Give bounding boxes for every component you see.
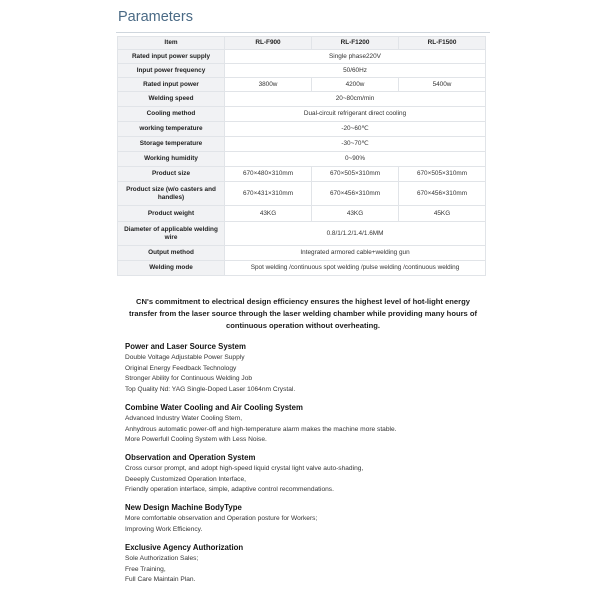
header-rl-f1200: RL-F1200	[312, 37, 399, 50]
row-label: Welding mode	[118, 261, 225, 276]
row-value: 20~80cm/min	[225, 92, 486, 107]
row-value: Spot welding /continuous spot welding /pulse welding /continuous welding	[225, 261, 486, 276]
table-row	[118, 64, 486, 78]
feature-line: Improving Work Efficiency.	[125, 525, 203, 533]
table-row	[118, 137, 486, 152]
row-value: 50/60Hz	[225, 64, 486, 78]
table-row	[118, 167, 486, 182]
row-label: Rated input power	[118, 78, 225, 92]
table-row	[118, 107, 486, 122]
table-row	[118, 261, 486, 276]
table-row	[118, 122, 486, 137]
row-label: Cooling method	[118, 107, 225, 122]
intro-paragraph: CN's commitment to electrical design efficiency ensures the highest level of hot-light energy transfer from the laser source through the laser welding chamber while providing many hours of continuous operation without overheating.	[128, 297, 478, 330]
row-value: 670×505×310mm	[399, 167, 486, 182]
feature-observation-operation	[125, 452, 485, 496]
row-value: 5400w	[399, 78, 486, 92]
title-divider	[116, 32, 490, 33]
header-rl-f1500: RL-F1500	[399, 37, 486, 50]
table-row	[118, 206, 486, 222]
row-value: 43KG	[225, 206, 312, 222]
row-value: 670×505×310mm	[312, 167, 399, 182]
feature-title: New Design Machine BodyType	[125, 503, 242, 512]
feature-machine-body	[125, 502, 485, 535]
row-label: Rated input power supply	[118, 50, 225, 64]
table-row	[118, 222, 486, 246]
row-value: Single phase220V	[225, 50, 486, 64]
feature-line: Original Energy Feedback Technology	[125, 364, 237, 372]
feature-cooling-system	[125, 402, 485, 446]
table-row	[118, 182, 486, 206]
row-value: 670×456×310mm	[312, 182, 399, 206]
row-label: Product size (w/o casters and handles)	[118, 182, 225, 206]
row-value: 0.8/1/1.2/1.4/1.6MM	[225, 222, 486, 246]
row-value: 670×456×310mm	[399, 182, 486, 206]
row-value: 3800w	[225, 78, 312, 92]
feature-agency-authorization	[125, 542, 485, 586]
table-row	[118, 50, 486, 64]
row-label: working temperature	[118, 122, 225, 137]
row-label: Product weight	[118, 206, 225, 222]
feature-line: Friendly operation interface, simple, adaptive control recommendations.	[125, 486, 334, 493]
feature-line: Stronger Ability for Continuous Welding Job	[125, 375, 253, 382]
table-row	[118, 92, 486, 107]
row-value: Integrated armored cable+welding gun	[225, 246, 486, 261]
table-row	[118, 78, 486, 92]
row-label: Diameter of applicable welding wire	[118, 222, 225, 246]
feature-line: Cross cursor prompt, and adopt high-speed liquid crystal light valve auto-shading,	[125, 465, 364, 472]
row-value: -30~70℃	[225, 137, 486, 152]
row-value: 43KG	[312, 206, 399, 222]
row-value: 670×480×310mm	[225, 167, 312, 182]
table-header-row	[118, 37, 486, 50]
header-rl-f900: RL-F900	[225, 37, 312, 50]
row-value: 45KG	[399, 206, 486, 222]
row-value: 670×431×310mm	[225, 182, 312, 206]
feature-line: More Powerfull Cooling System with Less Noise.	[125, 436, 267, 443]
row-label: Working humidity	[118, 152, 225, 167]
row-value: -20~60℃	[225, 122, 486, 137]
row-label: Product size	[118, 167, 225, 182]
row-value: Dual-circuit refrigerant direct cooling	[225, 107, 486, 122]
feature-line: Deeeply Customized Operation Interface,	[125, 475, 246, 483]
feature-title: Combine Water Cooling and Air Cooling System	[125, 403, 303, 412]
feature-line: Sole Authorization Sales;	[125, 555, 199, 562]
feature-line: Anhydrous automatic power-off and high-temperature alarm makes the machine more stable.	[125, 425, 397, 433]
row-value: 0~90%	[225, 152, 486, 167]
feature-title: Exclusive Agency Authorization	[125, 543, 244, 552]
feature-power-laser-source	[125, 341, 485, 395]
feature-line: Advanced Industry Water Cooling Stem,	[125, 415, 243, 422]
feature-title: Observation and Operation System	[125, 453, 256, 462]
parameters-table	[117, 36, 486, 276]
row-label: Input power frequency	[118, 64, 225, 78]
row-value: 4200w	[312, 78, 399, 92]
feature-line: Double Voltage Adjustable Power Supply	[125, 354, 245, 361]
feature-line: Full Care Maintain Plan.	[125, 576, 196, 583]
row-label: Welding speed	[118, 92, 225, 107]
feature-line: Top Quality Nd: YAG Single-Doped Laser 1064nm Crystal.	[125, 385, 296, 393]
table-row	[118, 246, 486, 261]
feature-line: More comfortable observation and Operation posture for Workers;	[125, 515, 318, 522]
page-title: Parameters	[118, 9, 193, 25]
row-label: Output method	[118, 246, 225, 261]
header-item: Item	[118, 37, 225, 50]
row-label: Storage temperature	[118, 137, 225, 152]
feature-title: Power and Laser Source System	[125, 342, 246, 351]
table-row	[118, 152, 486, 167]
feature-line: Free Training,	[125, 565, 166, 573]
